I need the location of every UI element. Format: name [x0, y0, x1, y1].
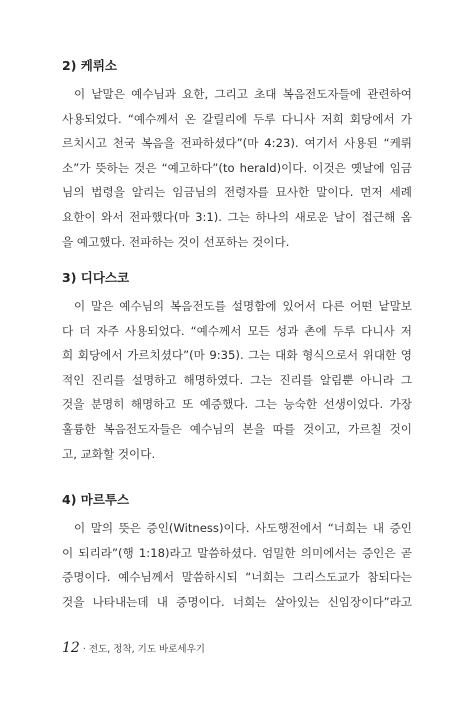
section-kerusso: [62, 58, 412, 254]
text-line: 이 되리라”(행 1:18)라고 말씀하셨다. 엄밀한 의미에서는 증인은 곧: [62, 545, 412, 560]
text-line: 이 낱말은 예수님과 요한, 그리고 초대 복음전도자들에 관련하여: [74, 87, 412, 101]
section-paragraph: [62, 82, 412, 254]
section-heading: 2) 케뤼소: [62, 58, 117, 73]
footer-separator: ·: [79, 644, 89, 655]
text-line: 사용되었다. “예수께서 온 갈릴리에 두루 다니사 저희 회당에서 가: [62, 111, 412, 126]
text-line: 요한이 와서 전파했다(마 3:1). 그는 하나의 새로운 날이 접근해 옴: [62, 209, 412, 224]
section-didasko: [62, 270, 412, 466]
text-line: 적인 진리를 설명하고 해명하였다. 그는 진리를 알림뿐 아니라 그: [62, 372, 412, 387]
text-line: 르치시고 천국 복음을 전파하셨다”(마 4:23). 여기서 사용된 “케뤼: [62, 136, 412, 151]
text-line: 고, 교화할 것이다.: [62, 446, 156, 461]
section-paragraph: [62, 294, 412, 466]
page-footer: [62, 640, 205, 656]
text-line: 님의 법령을 알리는 임금님의 전령자를 묘사한 말이다. 먼저 세례: [62, 185, 412, 200]
section-heading: 3) 디다스코: [62, 270, 130, 285]
text-line: 다 더 자주 사용되었다. “예수께서 모든 성과 촌에 두루 다니사 저: [62, 323, 412, 338]
text-line: 것을 분명히 해명하고 또 예증했다. 그는 능숙한 선생이었다. 가장: [62, 397, 412, 412]
text-line: 희 회당에서 가르치셨다”(마 9:35). 그는 대화 형식으로서 위대한 영: [62, 348, 412, 363]
text-line: 것을 나타내는데 내 증명이다. 너희는 살아있는 신임장이다”라고: [62, 594, 412, 609]
book-title: 전도, 정착, 기도 바로세우기: [88, 644, 205, 655]
text-line: 이 말의 뜻은 증인(Witness)이다. 사도행전에서 “너희는 내 증인: [74, 521, 412, 535]
text-line: 이 말은 예수님의 복음전도를 설명함에 있어서 다른 어떤 낱말보: [74, 299, 412, 313]
section-martus: [62, 492, 412, 614]
text-line: 소”가 뜻하는 것은 “예고하다”(to herald)이다. 이것은 옛날에 임금: [62, 160, 412, 175]
page-number: 12: [62, 640, 80, 656]
section-heading: 4) 마르투스: [62, 492, 130, 507]
text-line: 을 예고했다. 전파하는 것이 선포하는 것이다.: [62, 234, 290, 249]
text-line: 증명이다. 예수님께서 말씀하시되 “너희는 그리스도교가 참되다는: [62, 570, 412, 585]
text-line: 훌륭한 복음전도자들은 예수님의 본을 따를 것이고, 가르칠 것이: [62, 421, 412, 436]
section-paragraph: [62, 516, 412, 614]
